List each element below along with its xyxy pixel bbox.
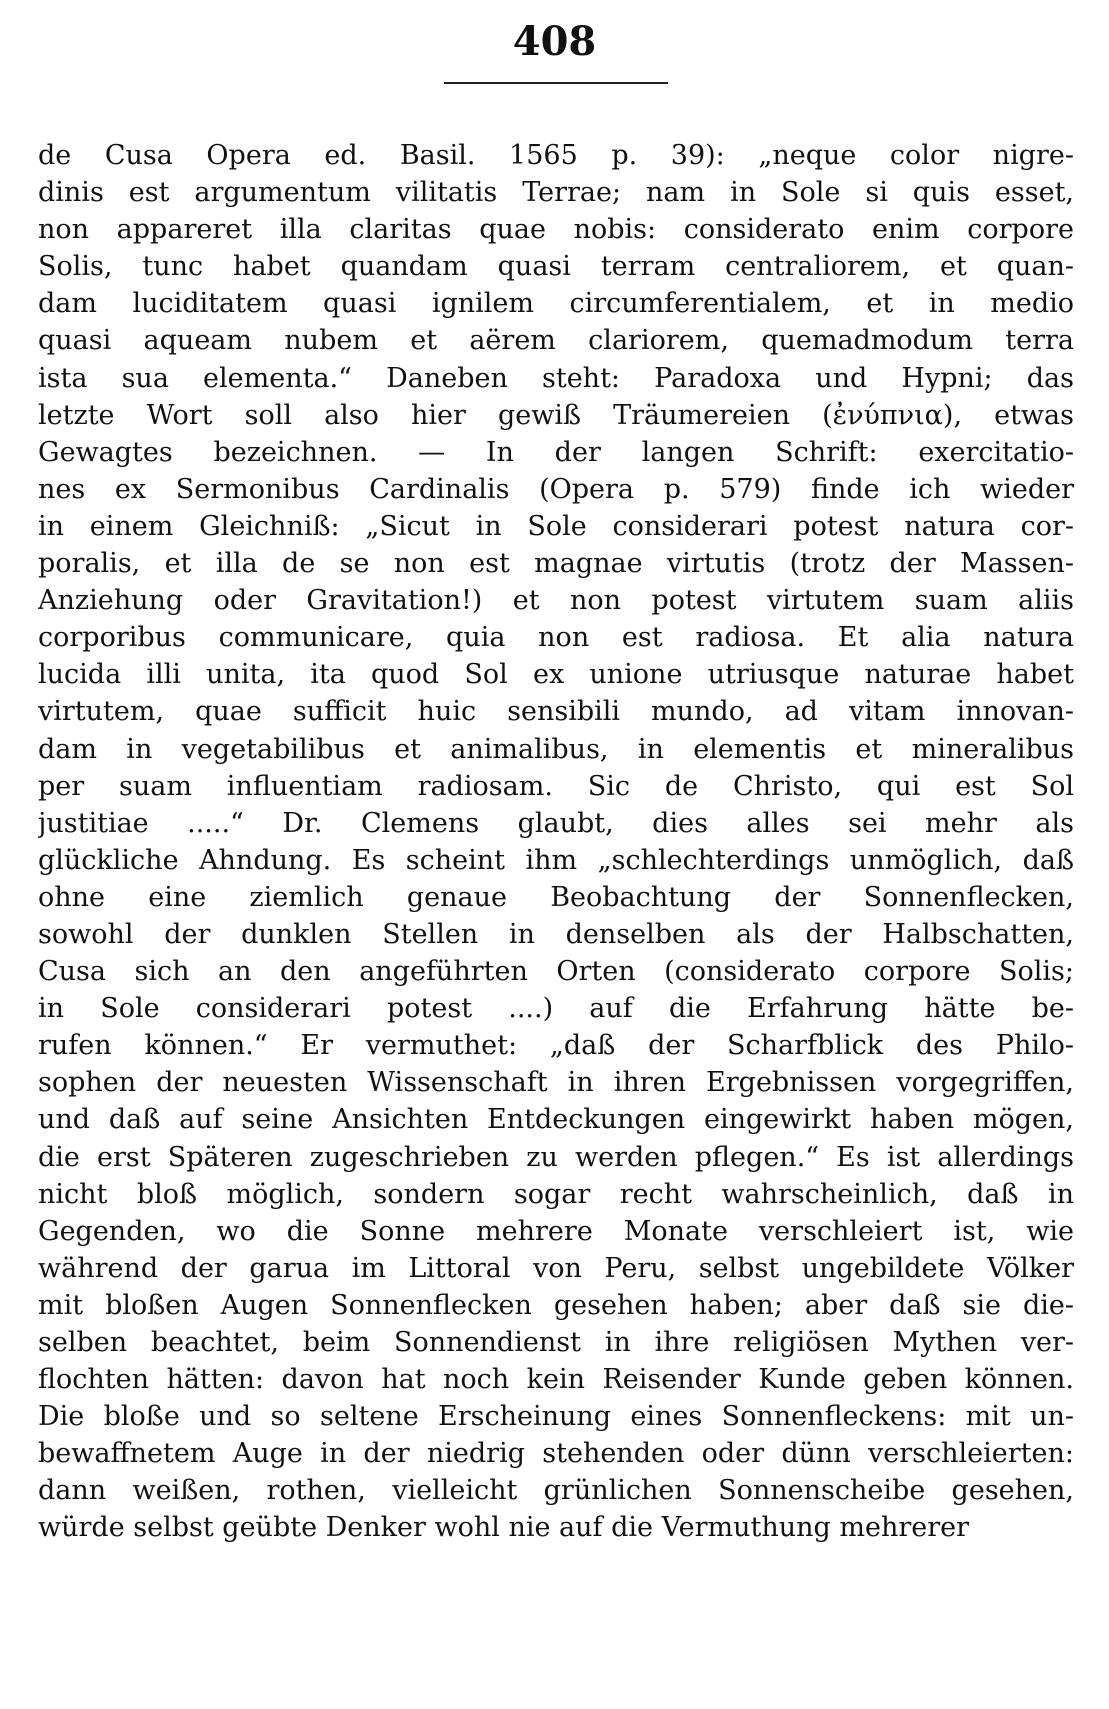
text-line: Die bloße und so seltene Erscheinung eines Sonnenfleckens: mit un- [38, 1401, 1074, 1433]
text-line: non appareret illa claritas quae nobis: considerato enim corpore [38, 214, 1074, 246]
text-line: quasi aqueam nubem et aërem clariorem, quemadmodum terra [38, 325, 1074, 357]
text-line: während der garua im Littoral von Peru, selbst ungebildete Völker [38, 1252, 1074, 1284]
text-line: flochten hätten: davon hat noch kein Reisender Kunde geben können. [38, 1364, 1074, 1396]
text-line: letzte Wort soll also hier gewiß Träumereien (ἐνύπνια), etwas [38, 399, 1074, 431]
text-line: nes ex Sermonibus Cardinalis (Opera p. 579) finde ich wieder [38, 473, 1074, 505]
text-line: de Cusa Opera ed. Basil. 1565 p. 39): „neque color nigre- [38, 140, 1074, 171]
text-line: sophen der neuesten Wissenschaft in ihren Ergebnissen vorgegriffen, [38, 1067, 1074, 1099]
text-line: lucida illi unita, ita quod Sol ex unione utriusque naturae habet [38, 659, 1074, 691]
text-line: würde selbst geübte Denker wohl nie auf die Vermuthung mehrerer [38, 1512, 970, 1544]
text-line: per suam influentiam radiosam. Sic de Christo, qui est Sol [38, 770, 1074, 802]
text-line: die erst Späteren zugeschrieben zu werden pflegen.“ Es ist allerdings [38, 1141, 1074, 1173]
text-line: bewaffnetem Auge in der niedrig stehenden oder dünn verschleierten: [38, 1438, 1074, 1470]
text-line: und daß auf seine Ansichten Entdeckungen eingewirkt haben mögen, [38, 1104, 1074, 1136]
text-line: dann weißen, rothen, vielleicht grünlichen Sonnenscheibe gesehen, [38, 1475, 1074, 1507]
text-line: ista sua elementa.“ Daneben steht: Paradoxa und Hypni; das [38, 362, 1074, 394]
header-rule [444, 82, 668, 84]
text-line: Gewagtes bezeichnen. — In der langen Schrift: exercitatio- [38, 436, 1074, 468]
text-line: selben beachtet, beim Sonnendienst in ihre religiösen Mythen ver- [38, 1327, 1074, 1358]
text-line: in einem Gleichniß: „Sicut in Sole considerari potest natura cor- [38, 510, 1074, 542]
text-line: glückliche Ahndung. Es scheint ihm „schlechterdings unmöglich, daß [38, 844, 1074, 876]
text-line: sowohl der dunklen Stellen in denselben als der Halbschatten, [38, 918, 1074, 950]
text-line: rufen können.“ Er vermuthet: „daß der Scharfblick des Philo- [38, 1030, 1074, 1062]
text-line: ohne eine ziemlich genaue Beobachtung der Sonnenflecken, [38, 881, 1074, 913]
text-line: in Sole considerari potest ....) auf die Erfahrung hätte be- [38, 993, 1074, 1025]
text-line: dam in vegetabilibus et animalibus, in elementis et mineralibus [38, 733, 1074, 765]
text-line: Cusa sich an den angeführten Orten (considerato corpore Solis; [38, 956, 1074, 988]
text-line: Solis, tunc habet quandam quasi terram centraliorem, et quan- [38, 251, 1074, 283]
text-line: Gegenden, wo die Sonne mehrere Monate verschleiert ist, wie [38, 1215, 1074, 1247]
page-number: 408 [512, 18, 597, 65]
text-body [38, 137, 1074, 1547]
text-line: nicht bloß möglich, sondern sogar recht wahrscheinlich, daß in [38, 1178, 1074, 1210]
text-line: dam luciditatem quasi ignilem circumferentialem, et in medio [38, 288, 1074, 320]
text-line: dinis est argumentum vilitatis Terrae; nam in Sole si quis esset, [38, 177, 1074, 209]
text-line: poralis, et illa de se non est magnae virtutis (trotz der Massen- [38, 548, 1074, 580]
text-line: corporibus communicare, quia non est radiosa. Et alia natura [38, 622, 1074, 654]
text-line: justitiae .....“ Dr. Clemens glaubt, dies alles sei mehr als [38, 807, 1074, 839]
text-line: Anziehung oder Gravitation!) et non potest virtutem suam aliis [38, 585, 1074, 617]
text-line: virtutem, quae sufficit huic sensibili mundo, ad vitam innovan- [38, 696, 1074, 728]
text-line: mit bloßen Augen Sonnenflecken gesehen haben; aber daß sie die- [38, 1289, 1074, 1321]
